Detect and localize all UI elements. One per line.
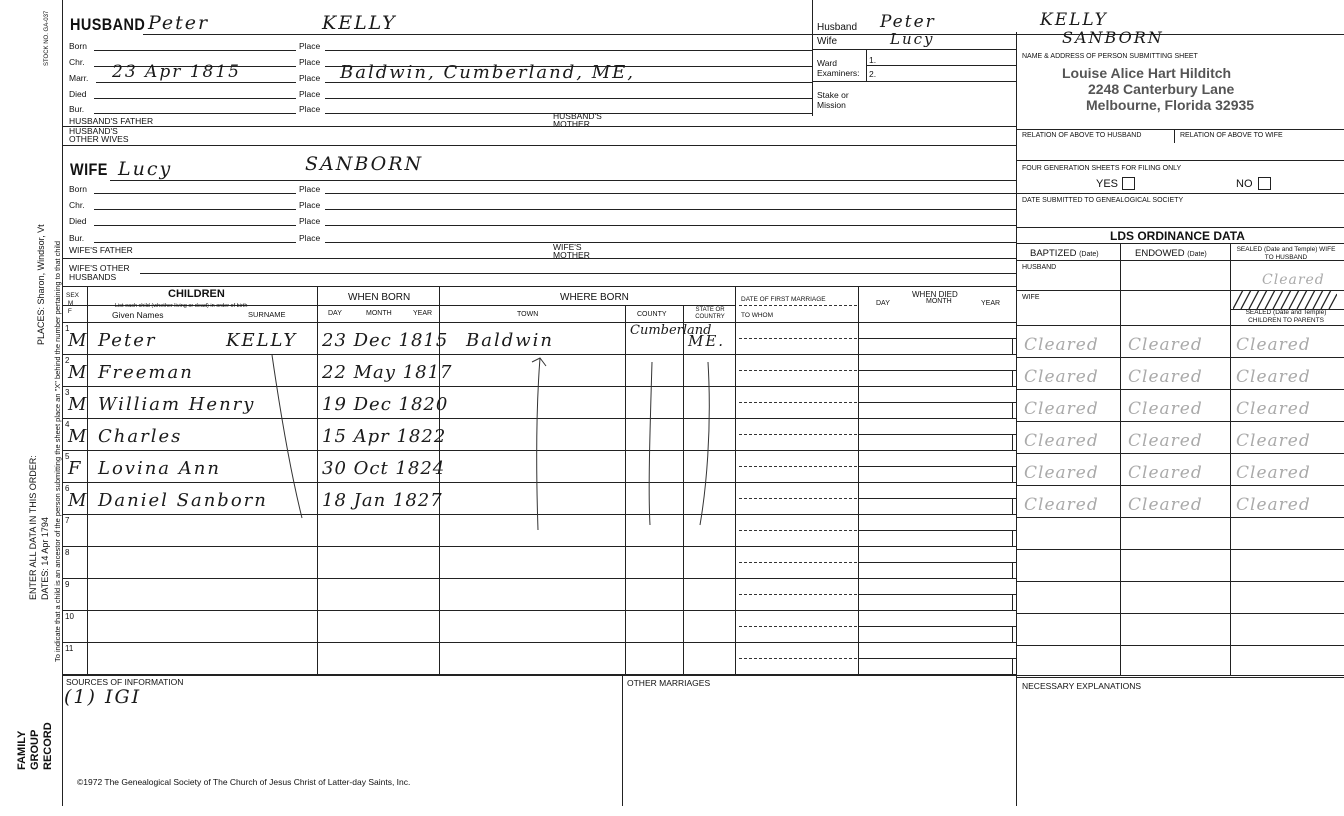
submitter-city: Melbourne, Florida 32935 xyxy=(1086,97,1255,113)
ditto-marks xyxy=(260,350,720,540)
husband-marr-place-label: Place xyxy=(299,73,321,83)
sources-value: (1) IGI xyxy=(64,686,142,708)
enter-all-label: ENTER ALL DATA IN THIS ORDER: xyxy=(28,455,38,600)
child-row-number: 11 xyxy=(65,644,74,653)
lds-endowed-cleared: Cleared xyxy=(1128,367,1203,387)
child-birth-date: 15 Apr 1822 xyxy=(322,426,447,447)
died-month-header: MONTH xyxy=(926,298,952,305)
when-died-header: WHEN DIED xyxy=(912,290,958,299)
husband-heading: HUSBAND xyxy=(70,15,146,34)
child-row-number: 10 xyxy=(65,612,74,621)
child-row-number: 1 xyxy=(65,324,70,333)
form-title-record: RECORD xyxy=(42,722,54,770)
yes-label: YES xyxy=(1096,178,1119,190)
lds-sealed-cleared: Cleared xyxy=(1236,399,1311,419)
lds-endowed-cleared: Cleared xyxy=(1128,463,1203,483)
husband-other-wives-label: HUSBAND'S OTHER WIVES xyxy=(69,126,129,144)
dates-label: DATES: 14 Apr 1794 xyxy=(40,517,50,600)
husband-died-place-label: Place xyxy=(299,89,321,99)
lds-baptized-cleared: Cleared xyxy=(1024,495,1099,515)
form-title-group: GROUP xyxy=(29,729,41,770)
child-given-name: Lovina Ann xyxy=(98,458,221,479)
examiner-2: 2. xyxy=(869,69,877,79)
submitter-street: 2248 Canterbury Lane xyxy=(1088,81,1235,97)
child-sex: M xyxy=(68,330,89,351)
husband-bur-place-label: Place xyxy=(299,104,321,114)
child-row-number: 7 xyxy=(65,516,70,525)
child-row-number: 4 xyxy=(65,420,70,429)
lds-endowed-cleared: Cleared xyxy=(1128,495,1203,515)
husband-marriage-place: Baldwin, Cumberland, ME, xyxy=(340,62,635,83)
wife-father-label: WIFE'S FATHER xyxy=(69,245,133,255)
wife-bur-label: Bur. xyxy=(69,233,85,243)
husband-chr-label: Chr. xyxy=(69,57,85,67)
to-whom-header: TO WHOM xyxy=(741,312,774,319)
husband-marriage-date: 23 Apr 1815 xyxy=(112,62,241,82)
tr-wife-label: Wife xyxy=(817,36,837,47)
lds-sealed-cleared: Cleared xyxy=(1236,431,1311,451)
first-marriage-header: DATE OF FIRST MARRIAGE xyxy=(741,296,826,303)
lds-wife-row: WIFE xyxy=(1022,294,1040,301)
husband-died-label: Died xyxy=(69,89,87,99)
wife-died-place-label: Place xyxy=(299,216,321,226)
child-row-number: 3 xyxy=(65,388,70,397)
submitter-label: NAME & ADDRESS OF PERSON SUBMITTING SHEET xyxy=(1022,53,1198,60)
died-year-header: YEAR xyxy=(981,300,1001,307)
other-marriages-label: OTHER MARRIAGES xyxy=(627,678,711,688)
wife-given-name: Lucy xyxy=(118,158,173,180)
lds-endowed-cleared: Cleared xyxy=(1128,335,1203,355)
lds-endowed-cleared: Cleared xyxy=(1128,399,1203,419)
baptized-header: BAPTIZED (Date) xyxy=(1030,248,1099,259)
child-birth-date: 22 May 1817 xyxy=(322,362,453,383)
lds-sealed-cleared: Cleared xyxy=(1236,463,1311,483)
lds-endowed-cleared: Cleared xyxy=(1128,431,1203,451)
wife-surname: SANBORN xyxy=(305,153,424,175)
given-names-header: Given Names xyxy=(112,310,164,320)
husband-born-place-label: Place xyxy=(299,41,321,51)
lds-husband-row: HUSBAND xyxy=(1022,264,1057,271)
husband-mother-label: HUSBAND'S MOTHER xyxy=(553,111,602,129)
child-birth-date: 18 Jan 1827 xyxy=(322,490,443,511)
wife-bur-place-label: Place xyxy=(299,233,321,243)
town-header: TOWN xyxy=(517,311,539,318)
lds-sealed-cleared: Cleared xyxy=(1236,335,1311,355)
child-birth-date: 30 Oct 1824 xyxy=(322,458,446,479)
lds-sealed-cleared: Cleared xyxy=(1236,367,1311,387)
child-given-name: Daniel Sanborn xyxy=(98,490,268,511)
husband-surname: KELLY xyxy=(322,12,397,34)
tr-wife-surname: SANBORN xyxy=(1062,28,1164,47)
stock-number: STOCK NO. GA-037 xyxy=(44,10,50,66)
lds-sealed-cleared: Cleared xyxy=(1236,495,1311,515)
died-day-header: DAY xyxy=(876,300,890,307)
child-row-number: 2 xyxy=(65,356,70,365)
surname-header: SURNAME xyxy=(248,310,286,319)
four-gen-label: FOUR GENERATION SHEETS FOR FILING ONLY xyxy=(1022,165,1182,172)
tr-husband-surname: KELLY xyxy=(1040,10,1108,30)
wife-other-husbands-label: WIFE'S OTHER HUSBANDS xyxy=(69,263,130,282)
wife-died-label: Died xyxy=(69,216,87,226)
when-born-header: WHEN BORN xyxy=(348,292,411,303)
where-born-header: WHERE BORN xyxy=(560,292,629,303)
relation-husband-label: RELATION OF ABOVE TO HUSBAND xyxy=(1022,132,1142,139)
lds-baptized-cleared: Cleared xyxy=(1024,463,1099,483)
form-title-family: FAMILY xyxy=(16,730,28,770)
sealed-wife-header: SEALED (Date and Temple) WIFE TO HUSBAND xyxy=(1236,246,1336,261)
places-label: PLACES: Sharon, Windsor, Vt xyxy=(36,224,46,345)
date-submitted-label: DATE SUBMITTED TO GENEALOGICAL SOCIETY xyxy=(1022,197,1184,204)
necessary-explanations-label: NECESSARY EXPLANATIONS xyxy=(1022,681,1142,691)
wife-mother-label: WIFE'S MOTHER xyxy=(553,242,590,260)
tr-husband-given: Peter xyxy=(880,12,936,32)
child-birth-date: 19 Dec 1820 xyxy=(322,394,449,415)
husband-bur-label: Bur. xyxy=(69,104,85,114)
hatched-box xyxy=(1233,290,1337,309)
stake-label: Stake or xyxy=(817,90,849,100)
child-birth-town: Baldwin xyxy=(466,330,554,351)
child-given-name: Charles xyxy=(98,426,183,447)
husband-marr-label: Marr. xyxy=(69,73,89,83)
wife-chr-label: Chr. xyxy=(69,200,85,210)
child-sex: M xyxy=(68,490,89,511)
born-day-header: DAY xyxy=(328,310,342,317)
ancestor-instructions: To indicate that a child is an ancestor of the person submitting the sheet place an "X" behind the number pertaining to that child xyxy=(53,240,62,662)
child-sex: M xyxy=(68,394,89,415)
endowed-header: ENDOWED (Date) xyxy=(1135,248,1207,259)
no-label: NO xyxy=(1236,178,1253,190)
submitter-name: Louise Alice Hart Hilditch xyxy=(1062,65,1232,81)
child-row-number: 8 xyxy=(65,548,70,557)
sealed-children-header: SEALED (Date and Temple) CHILDREN TO PARENTS xyxy=(1245,309,1327,324)
wife-chr-place-label: Place xyxy=(299,200,321,210)
child-given-name: Peter xyxy=(98,330,157,351)
child-given-name: William Henry xyxy=(98,394,256,415)
wife-born-label: Born xyxy=(69,184,87,194)
lds-title: LDS ORDINANCE DATA xyxy=(1110,229,1245,243)
sex-header: SEX M F xyxy=(66,292,80,315)
child-birth-county: Cumberland xyxy=(630,323,712,338)
relation-wife-label: RELATION OF ABOVE TO WIFE xyxy=(1180,132,1283,139)
state-header: STATE OR COUNTRY xyxy=(695,307,725,320)
children-sub-header: List each child (whether living or dead) in order of birth xyxy=(115,303,248,309)
child-given-name: Freeman xyxy=(98,362,194,383)
child-surname: KELLY xyxy=(226,330,298,351)
born-month-header: MONTH xyxy=(366,310,392,317)
husband-father-label: HUSBAND'S FATHER xyxy=(69,116,154,126)
lds-baptized-cleared: Cleared xyxy=(1024,399,1099,419)
county-header: COUNTY xyxy=(637,311,667,318)
ward-label: Ward xyxy=(817,58,837,68)
child-birth-state: ME. xyxy=(688,332,726,350)
tr-wife-given: Lucy xyxy=(890,30,935,48)
lds-baptized-cleared: Cleared xyxy=(1024,367,1099,387)
child-row-number: 6 xyxy=(65,484,70,493)
sealed-wife-value: Cleared xyxy=(1262,272,1325,288)
husband-chr-place-label: Place xyxy=(299,57,321,67)
sources-label: SOURCES OF INFORMATION xyxy=(66,677,184,687)
tr-husband-label: Husband xyxy=(817,22,858,33)
no-checkbox[interactable] xyxy=(1258,177,1271,190)
husband-born-label: Born xyxy=(69,41,87,51)
born-year-header: YEAR xyxy=(413,310,433,317)
mission-label: Mission xyxy=(817,100,846,110)
child-birth-date: 23 Dec 1815 xyxy=(322,330,449,351)
examiners-label: Examiners: xyxy=(817,68,860,78)
child-row-number: 5 xyxy=(65,452,70,461)
lds-baptized-cleared: Cleared xyxy=(1024,431,1099,451)
copyright: ©1972 The Genealogical Society of The Church of Jesus Christ of Latter-day Saints, Inc. xyxy=(77,777,411,787)
child-row-number: 9 xyxy=(65,580,70,589)
examiner-1: 1. xyxy=(869,55,877,65)
child-sex: M xyxy=(68,362,89,383)
children-header: CHILDREN xyxy=(168,288,225,300)
lds-baptized-cleared: Cleared xyxy=(1024,335,1099,355)
yes-checkbox[interactable] xyxy=(1122,177,1135,190)
wife-heading: WIFE xyxy=(70,160,108,179)
child-sex: M xyxy=(68,426,89,447)
child-sex: F xyxy=(68,458,83,479)
wife-born-place-label: Place xyxy=(299,184,321,194)
husband-given-name: Peter xyxy=(148,12,210,34)
